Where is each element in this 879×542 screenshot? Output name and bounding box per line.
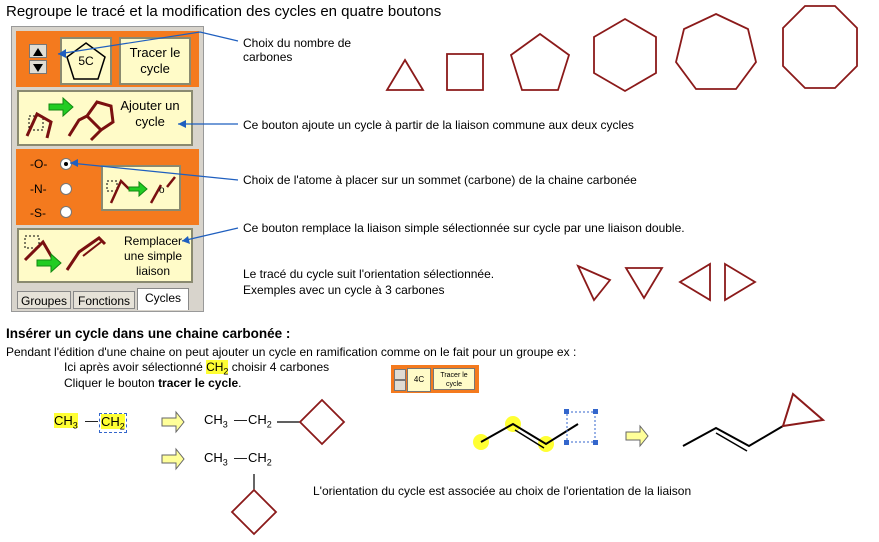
pentagon-shape — [511, 34, 569, 90]
octagon-shape — [783, 6, 857, 88]
bond-1: — — [85, 413, 98, 428]
triangle-shape — [387, 60, 423, 90]
line3-bold: tracer le cycle — [158, 376, 239, 390]
mini-trace-button[interactable]: Tracer le cycle — [433, 368, 475, 390]
triangle-right-2 — [725, 264, 755, 300]
tab-groupes[interactable]: Groupes — [17, 291, 71, 309]
line2-ch2 — [206, 360, 229, 377]
square-shape — [447, 54, 483, 90]
bond-2: — — [234, 412, 247, 427]
page-title: Regroupe le tracé et la modification des cycles en quatre boutons — [6, 3, 442, 20]
triangle-down — [626, 268, 662, 298]
line2-pre: Ici après avoir sélectionné — [64, 360, 207, 374]
cyclopropyl-ring — [783, 394, 823, 426]
section-heading: Insérer un cycle dans une chaine carbonée : — [6, 326, 291, 341]
line2-post: choisir 4 carbones — [228, 360, 330, 374]
line2-ch: CH — [206, 360, 224, 374]
ch2-label-3: $CH_2$ — [248, 450, 272, 468]
add-cycle-label: Ajouter un cycle — [120, 98, 180, 129]
bond-3: — — [234, 450, 247, 465]
callout-atom: Choix de l'atome à placer sur un sommet (carbone) de la chaine carbonée — [243, 173, 637, 187]
hexagon-shape — [594, 19, 656, 91]
orientation-note: L'orientation du cycle est associée au choix de l'orientation de la liaison — [313, 484, 692, 498]
line3-post: . — [238, 376, 242, 390]
replace-bond-label: Remplacer une simple liaison — [123, 234, 183, 278]
line2-sub: 2 — [223, 366, 229, 377]
arrow-right-3 — [626, 426, 648, 446]
square-ring-2 — [232, 490, 276, 534]
tab-fonctions[interactable]: Fonctions — [73, 291, 135, 309]
line3-pre: Cliquer le bouton — [64, 376, 159, 390]
callout-replace: Ce bouton remplace la liaison simple sélectionnée sur cycle par une liaison double. — [243, 221, 685, 235]
ch3-text: $CH_3$ — [54, 413, 78, 431]
section-line1: Pendant l'édition d'une chaine on peut ajouter un cycle en ramification comme on le fait pour un groupe ex : — [6, 345, 577, 359]
atom-label-s: -S- — [30, 206, 46, 220]
polygons-row — [380, 0, 879, 110]
callout-orientation-2: Exemples avec un cycle à 3 carbones — [243, 283, 445, 297]
orientation-triangles — [570, 258, 770, 308]
ch3-label-2: $CH_3$ — [204, 412, 228, 430]
mini-up-button[interactable] — [394, 369, 406, 380]
ch3-label-3: $CH_3$ — [204, 450, 228, 468]
arrow-right-1 — [162, 412, 184, 432]
callout-add: Ce bouton ajoute un cycle à partir de la liaison commune aux deux cycles — [243, 118, 634, 132]
heptagon-shape — [676, 14, 756, 89]
callout-orientation-1: Le tracé du cycle suit l'orientation sélectionnée. — [243, 267, 495, 281]
mini-count[interactable]: 4C — [407, 368, 431, 392]
chem-drawings — [0, 380, 879, 542]
svg-text:o: o — [159, 185, 165, 196]
count-value: 5C — [78, 54, 94, 68]
triangle-right — [578, 266, 610, 300]
arrow-right-2 — [162, 449, 184, 469]
tab-cycles[interactable]: Cycles — [137, 288, 189, 310]
atom-label-n: -N- — [30, 182, 47, 196]
callout-count: Choix du nombre de carbones — [243, 36, 352, 64]
ch2-label-2: $CH_2$ — [248, 412, 272, 430]
square-ring-1 — [300, 400, 344, 444]
atom-label-o: -O- — [30, 157, 48, 171]
trace-cycle-label: Tracer le cycle — [129, 45, 181, 76]
ch2-text: $CH_2$ — [101, 414, 125, 432]
triangle-left — [680, 264, 710, 300]
